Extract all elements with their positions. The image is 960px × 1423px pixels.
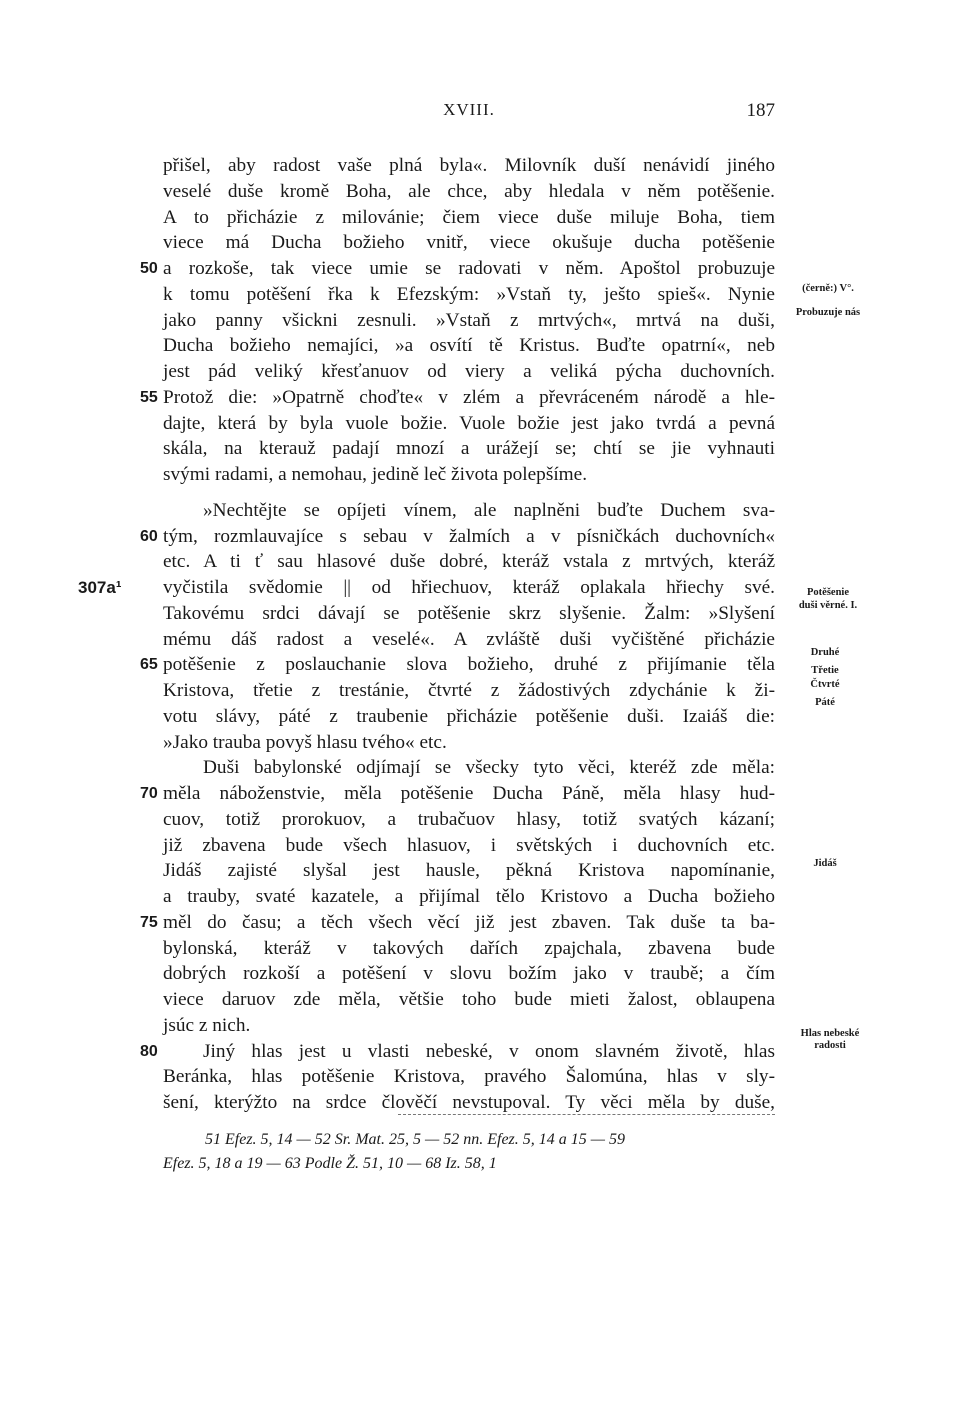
- chapter-number: XVIII.: [443, 100, 495, 119]
- margin-note: Druhé: [810, 647, 840, 658]
- margin-note: Jidáš: [813, 858, 837, 869]
- line-text: přišel, aby radost vaše plná byla«. Milovník duší nenávidí jiného: [163, 155, 775, 176]
- text-line: [163, 961, 775, 987]
- folio-mark: 307a¹: [78, 578, 122, 597]
- footnote-line: Efez. 5, 18 a 19 — 63 Podle Ž. 51, 10 — 68 Iz. 58, 1: [163, 1155, 497, 1172]
- line-text: Beránka, hlas potěšenie Kristova, pravého Šalomúna, hlas v sly-: [163, 1066, 775, 1088]
- text-line: [163, 627, 775, 653]
- text-line: [163, 359, 775, 385]
- text-line: [163, 704, 775, 730]
- line-text: Jidáš zajisté slyšal jest hausle, pěkná Kristova napomínanie,: [163, 860, 775, 882]
- text-line: [140, 1039, 775, 1065]
- line-text: A to přicházie z milovánie; čiem viece duše miluje Boha, tiem: [163, 206, 775, 228]
- line-text: vyčistila svědomie || od hřiechuov, kteráž oplakala hřiechy své.: [163, 577, 775, 598]
- line-text: tým, rozmlauvajíce s sebau v žalmích a v písničkách duchovních«: [163, 525, 775, 547]
- margin-note: radosti: [814, 1040, 846, 1051]
- text-line: [163, 549, 775, 575]
- line-text: etc. A ti ť sau hlasové duše dobré, kteráž vstala z mrtvých, kteráž: [163, 551, 775, 573]
- line-text: Duši babylonské odjímají se všecky tyto věci, kteréž zde měla:: [203, 757, 775, 779]
- text-line: [163, 755, 775, 781]
- line-text: svými radami, a nemohau, jedině leč života polepšíme.: [163, 464, 588, 485]
- footnotes: [163, 1128, 775, 1176]
- text-line: [163, 308, 775, 334]
- text-line: [163, 436, 775, 462]
- text-line: [163, 230, 775, 256]
- line-text: jako panny všickni zesnuli. »Vstaň z mrtvých«, mrtvá na duši,: [163, 309, 775, 331]
- text-line: [163, 678, 775, 704]
- line-text: cuov, totiž prorokuov, a trubačuov hlasy, totiž svatých kázaní;: [163, 808, 775, 830]
- margin-note: duši věrné. I.: [798, 600, 858, 611]
- text-line: [140, 652, 775, 678]
- line-text: viece má Ducha božieho vnitř, viece okušuje ducha potěšenie: [163, 232, 775, 254]
- text-line: [163, 858, 775, 884]
- line-number: 50: [140, 260, 158, 277]
- line-text: dobrých rozkoší a potěšení v slovu božím jako v traubě; a čím: [163, 963, 775, 985]
- text-line: [163, 153, 775, 179]
- text-line: [163, 498, 775, 524]
- line-text: viece daruov zde měla, většie toho bude mieti žalost, oblaupena: [163, 989, 775, 1010]
- text-line: [163, 936, 775, 962]
- line-text: mému dáš radost a veselé«. A zvláště duši vyčištěné přicházie: [163, 628, 775, 650]
- line-text: měl do času; a těch všech věcí již jest zbaven. Tak duše ta ba-: [163, 911, 775, 933]
- text-line: [140, 524, 775, 550]
- text-line: [163, 411, 775, 437]
- line-text: Ducha božieho nemajíci, »a osvítí tě Kristus. Buďte opatrní«, neb: [163, 335, 775, 357]
- line-number: 60: [140, 527, 158, 545]
- text-line: [163, 333, 775, 359]
- line-text: měla náboženstvie, měla potěšenie Ducha Páně, měla hlasy hud-: [163, 783, 775, 804]
- page-number: 187: [746, 100, 775, 121]
- line-text: jsúc z nich.: [163, 1014, 251, 1036]
- line-text: Jiný hlas jest u vlasti nebeské, v onom slavném životě, hlas: [203, 1040, 775, 1062]
- line-text: skála, na kterauž padají mnozí a urážejí se; chtí se jie vyhnauti: [163, 438, 775, 460]
- margin-note: Třetie: [811, 665, 839, 676]
- text-line: [163, 1013, 775, 1039]
- line-text: jest pád veliký křesťanuov od viery a veliká pýcha duchovních.: [163, 361, 775, 382]
- body-text: [78, 153, 775, 1116]
- text-line: [163, 807, 775, 833]
- line-text: Protož die: »Opatrně choďte« v zlém a převráceném národě a hle-: [163, 386, 775, 408]
- text-line: [163, 462, 775, 488]
- line-text: dajte, která by byla vuole božie. Vuole božie jest jako tvrdá a pevná: [163, 412, 775, 434]
- line-text: a trauby, svaté kazatele, a přijímal tělo Kristovo a Ducha božieho: [163, 886, 775, 907]
- text-line: [163, 833, 775, 859]
- line-text: Takovému srdci dávají se potěšenie skrz slyšenie. Žalm: »Slyšení: [163, 602, 775, 624]
- margin-note: Potěšenie: [807, 587, 849, 598]
- text-line: [140, 910, 775, 936]
- text-line: [163, 1090, 775, 1116]
- text-line: [163, 179, 775, 205]
- text-line: [140, 256, 775, 282]
- text-line: [163, 282, 775, 308]
- text-line: [163, 205, 775, 231]
- line-text: a rozkoše, tak viece umie se radovati v něm. Apoštol probuzuje: [163, 258, 775, 279]
- line-number: 75: [140, 913, 158, 931]
- line-number: 70: [140, 785, 158, 802]
- line-text: Kristova, třetie z trestánie, čtvrté z žádostivých zdychánie k ži-: [163, 680, 775, 701]
- line-text: »Nechtějte se opíjeti vínem, ale naplněni buďte Duchem sva-: [203, 499, 775, 521]
- text-line: [163, 601, 775, 627]
- line-number: 55: [140, 388, 158, 406]
- line-text: votu slávy, páté z traubenie přicházie potěšenie duši. Izaiáš die:: [163, 705, 775, 727]
- line-text: »Jako trauba povyš hlasu tvého« etc.: [163, 731, 447, 753]
- footnote-rule: [398, 1114, 775, 1116]
- running-header: [163, 100, 775, 130]
- text-line: [140, 385, 775, 411]
- margin-note: Páté: [815, 697, 835, 708]
- margin-note: (černě:) V°.: [802, 283, 854, 294]
- line-text: bylonská, kteráž v takových dařích zpajchala, zbavena bude: [163, 937, 775, 959]
- footnote-line: 51 Efez. 5, 14 — 52 Sr. Mat. 25, 5 — 52 nn. Efez. 5, 14 a 15 — 59: [205, 1131, 625, 1148]
- margin-note: Čtvrté: [810, 679, 840, 690]
- text-line: [163, 1064, 775, 1090]
- line-text: již zbavena bude všech hlasuov, i světských i duchovních etc.: [163, 834, 775, 856]
- text-line: [163, 987, 775, 1013]
- text-line: [140, 781, 775, 807]
- line-text: potěšenie z poslauchanie slova božieho, druhé z přijímanie těla: [163, 654, 775, 676]
- text-line: [163, 730, 775, 756]
- line-text: šení, kterýžto na srdce člověčí nevstupoval. Ty věci měla by duše,: [163, 1092, 775, 1113]
- line-number: 80: [140, 1042, 158, 1060]
- line-number: 65: [140, 656, 158, 674]
- line-text: k tomu potěšení řka k Efezským: »Vstaň ty, ješto spieš«. Nynie: [163, 283, 775, 305]
- text-line: [78, 575, 775, 601]
- margin-note: Probuzuje nás: [795, 307, 861, 318]
- text-line: [163, 884, 775, 910]
- line-text: veselé duše kromě Boha, ale chce, aby hledala v něm potěšenie.: [163, 180, 775, 202]
- margin-note: Hlas nebeské: [800, 1028, 860, 1039]
